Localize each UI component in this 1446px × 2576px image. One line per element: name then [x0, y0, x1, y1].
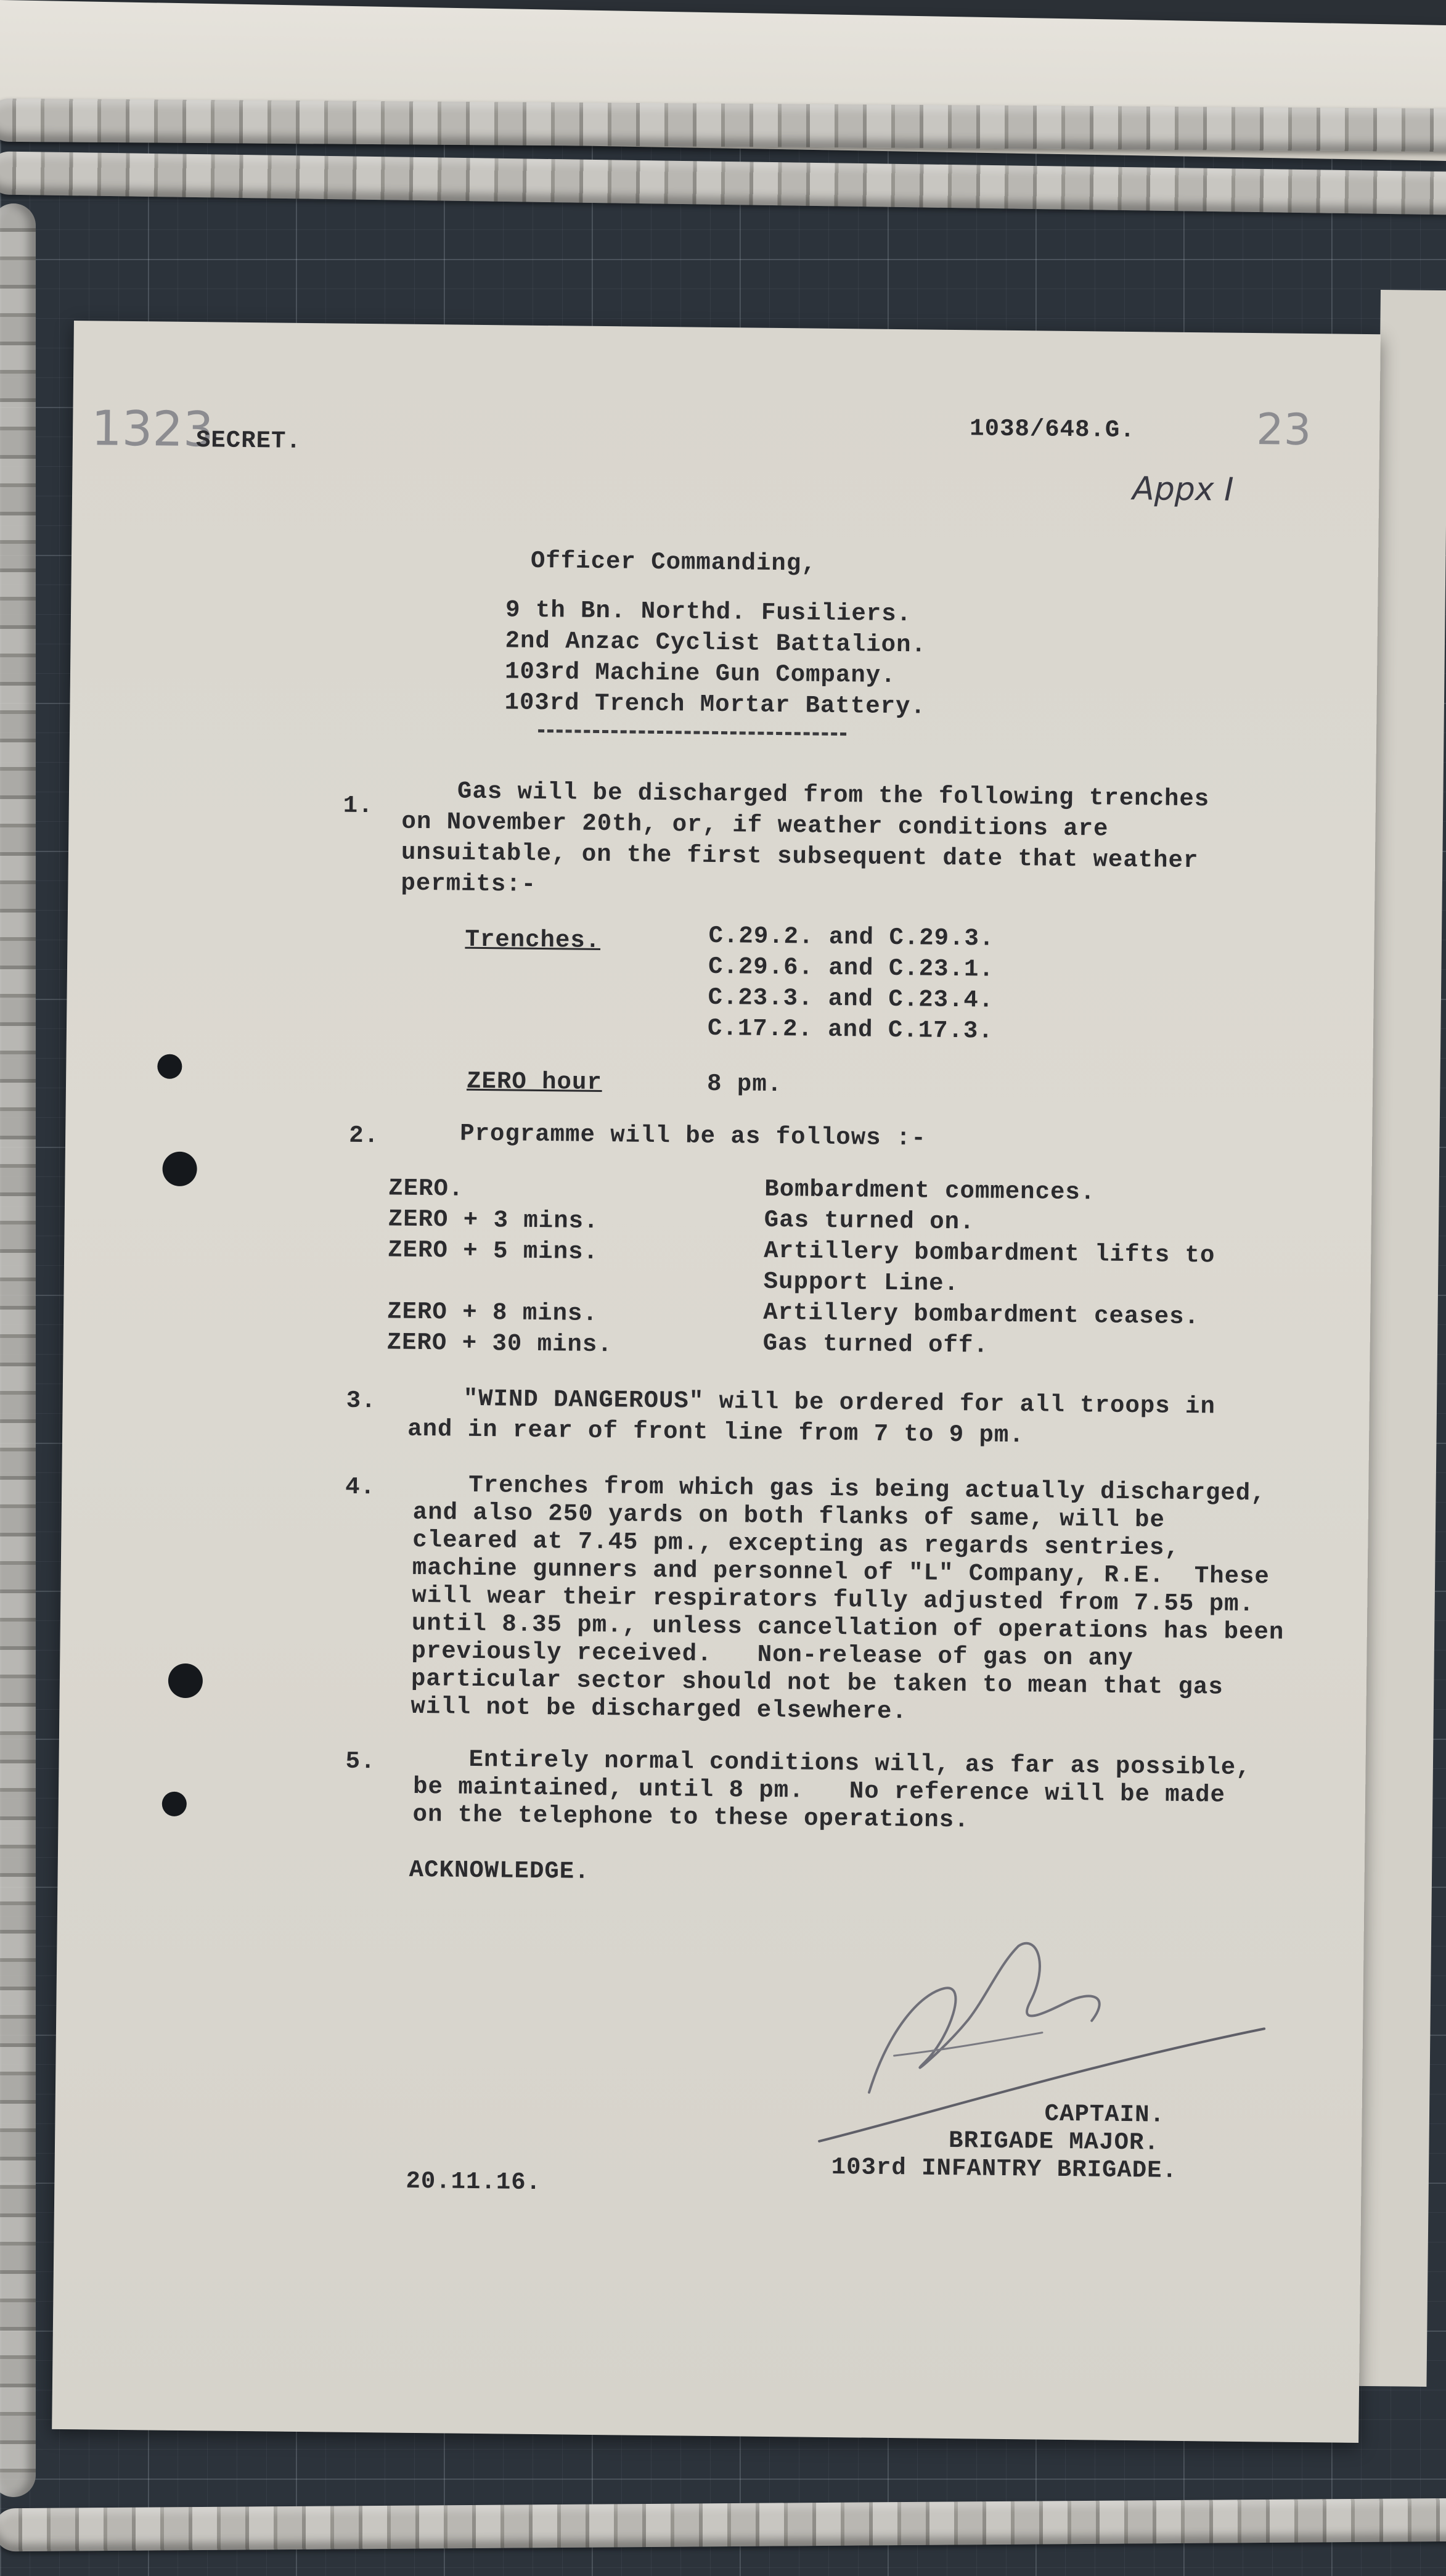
- reference-number: 1038/648.G.: [970, 415, 1135, 445]
- programme-time: ZERO + 30 mins.: [386, 1329, 613, 1359]
- addressee-unit: 103rd Machine Gun Company.: [504, 658, 896, 689]
- punch-hole: [162, 1792, 187, 1816]
- para-line: cleared at 7.45 pm., excepting as regards sentries,: [412, 1526, 1180, 1562]
- programme-event: Support Line.: [763, 1268, 960, 1298]
- signatory-rank: CAPTAIN.: [1044, 2100, 1166, 2129]
- para-line: will not be discharged elsewhere.: [411, 1692, 908, 1726]
- para-number: 4.: [345, 1473, 376, 1501]
- para-line: "WIND DANGEROUS" will be ordered for all troops in: [463, 1385, 1216, 1421]
- trench-pair: C.29.2. and C.29.3.: [708, 922, 995, 953]
- zero-hour-value: 8 pm.: [706, 1070, 783, 1099]
- trenches-label: Trenches.: [465, 925, 601, 954]
- para-line: particular sector should not be taken to mean that gas: [411, 1665, 1223, 1701]
- programme-event: Bombardment commences.: [764, 1175, 1096, 1207]
- para-line: and also 250 yards on both flanks of same, will be: [412, 1498, 1166, 1534]
- para-line: Trenches from which gas is being actually discharged,: [468, 1471, 1266, 1507]
- para-line: on the telephone to these operations.: [412, 1800, 970, 1834]
- para-line: Programme will be as follows :-: [459, 1120, 926, 1152]
- classification: SECRET.: [195, 427, 302, 455]
- programme-event: Gas turned on.: [764, 1206, 975, 1236]
- para-number: 3.: [346, 1387, 377, 1415]
- acknowledge-instruction: ACKNOWLEDGE.: [409, 1856, 590, 1885]
- para-line: until 8.35 pm., unless cancellation of operations has been: [411, 1609, 1285, 1646]
- punch-hole: [157, 1054, 182, 1078]
- punch-hole: [168, 1663, 203, 1699]
- pencil-note: Appx I: [1132, 470, 1234, 509]
- para-line: be maintained, until 8 pm. No reference will be made: [412, 1773, 1226, 1809]
- para-line: on November 20th, or, if weather conditions are: [401, 808, 1109, 843]
- para-line: permits:-: [401, 869, 537, 898]
- trench-pair: C.17.2. and C.17.3.: [707, 1014, 994, 1045]
- addressee-unit: 103rd Trench Mortar Battery.: [504, 689, 926, 721]
- addressee-title: Officer Commanding,: [530, 547, 817, 578]
- para-number: 1.: [343, 792, 374, 820]
- folio-number: 23: [1256, 404, 1312, 456]
- para-line: and in rear of front line from 7 to 9 pm.: [407, 1415, 1024, 1450]
- programme-time: ZERO + 3 mins.: [388, 1205, 599, 1235]
- document-page: [52, 321, 1381, 2443]
- trench-pair: C.23.3. and C.23.4.: [708, 983, 994, 1014]
- addressee-unit: 2nd Anzac Cyclist Battalion.: [505, 627, 927, 659]
- punch-hole: [162, 1152, 197, 1187]
- para-line: previously received. Non-release of gas on any: [411, 1637, 1134, 1673]
- signatory-formation: 103rd INFANTRY BRIGADE.: [831, 2154, 1178, 2184]
- signatory-appointment: BRIGADE MAJOR.: [948, 2127, 1160, 2157]
- para-line: will wear their respirators fully adjusted from 7.55 pm.: [412, 1581, 1255, 1618]
- document-date: 20.11.16.: [406, 2167, 542, 2197]
- separator-line: [538, 729, 846, 736]
- programme-event: Gas turned off.: [762, 1329, 989, 1360]
- para-number: 2.: [348, 1122, 380, 1150]
- para-line: machine gunners and personnel of "L" Company, R.E. These: [412, 1554, 1270, 1591]
- programme-time: ZERO + 5 mins.: [388, 1236, 599, 1266]
- zero-hour-label: ZERO hour: [466, 1067, 602, 1097]
- para-line: Gas will be discharged from the following trenches: [457, 777, 1210, 813]
- addressee-unit: 9 th Bn. Northd. Fusiliers.: [505, 596, 912, 628]
- para-number: 5.: [345, 1747, 376, 1776]
- para-line: Entirely normal conditions will, as far as possible,: [468, 1745, 1251, 1782]
- archive-cord-vertical: [0, 203, 36, 2497]
- trench-pair: C.29.6. and C.23.1.: [708, 953, 994, 983]
- programme-event: Artillery bombardment lifts to: [764, 1237, 1215, 1270]
- programme-time: ZERO + 8 mins.: [386, 1298, 598, 1327]
- programme-event: Artillery bombardment ceases.: [762, 1298, 1200, 1331]
- para-line: unsuitable, on the first subsequent date that weather: [401, 839, 1199, 875]
- archive-number: 1323: [91, 401, 214, 458]
- programme-time: ZERO.: [388, 1175, 464, 1203]
